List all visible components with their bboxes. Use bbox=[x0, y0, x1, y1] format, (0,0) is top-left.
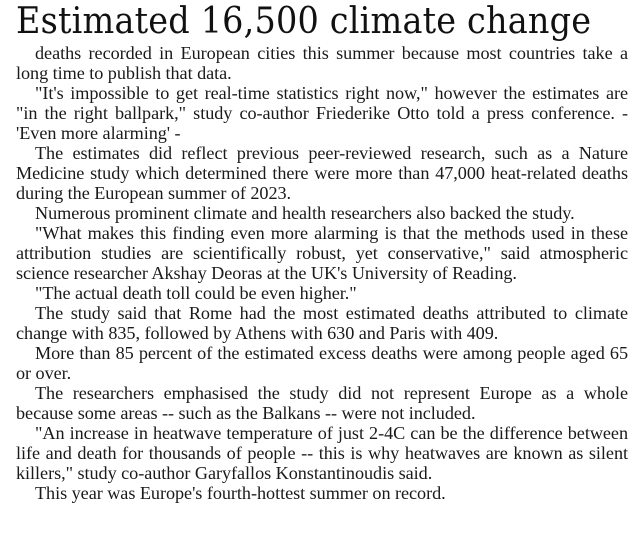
paragraph: deaths recorded in European cities this summer because most countries take a long time to publish that data. bbox=[16, 43, 628, 83]
paragraph: Numerous prominent climate and health researchers also backed the study. bbox=[35, 203, 575, 223]
paragraph: This year was Europe's fourth-hottest summer on record. bbox=[35, 483, 446, 503]
headline: Estimated 16,500 climate change bbox=[16, 1, 592, 42]
paragraph: "What makes this finding even more alarming is that the methods used in these attribution studies are scientifically robust, yet conservative," said atmospheric science researcher Akshay Deoras at the UK's University of Reading. bbox=[16, 223, 628, 283]
article bbox=[16, 0, 628, 503]
paragraph: "The actual death toll could be even higher." bbox=[35, 283, 357, 303]
paragraph: "It's impossible to get real-time statistics right now," however the estimates are "in the right ballpark," study co-author Friederike Otto told a press conference. - 'Even more alarming' - bbox=[16, 83, 628, 143]
paragraph: "An increase in heatwave temperature of just 2-4C can be the difference between life and death for thousands of people -- this is why heatwaves are known as silent killers," study co-author Garyfallos Konstantinoudis said. bbox=[16, 423, 628, 483]
paragraph: The researchers emphasised the study did not represent Europe as a whole because some areas -- such as the Balkans -- were not included. bbox=[16, 383, 628, 423]
article-body bbox=[16, 43, 628, 503]
paragraph: The study said that Rome had the most estimated deaths attributed to climate change with 835, followed by Athens with 630 and Paris with 409. bbox=[16, 303, 628, 343]
paragraph: The estimates did reflect previous peer-reviewed research, such as a Nature Medicine study which determined there were more than 47,000 heat-related deaths during the European summer of 2023. bbox=[16, 143, 628, 203]
paragraph: More than 85 percent of the estimated excess deaths were among people aged 65 or over. bbox=[16, 343, 628, 383]
